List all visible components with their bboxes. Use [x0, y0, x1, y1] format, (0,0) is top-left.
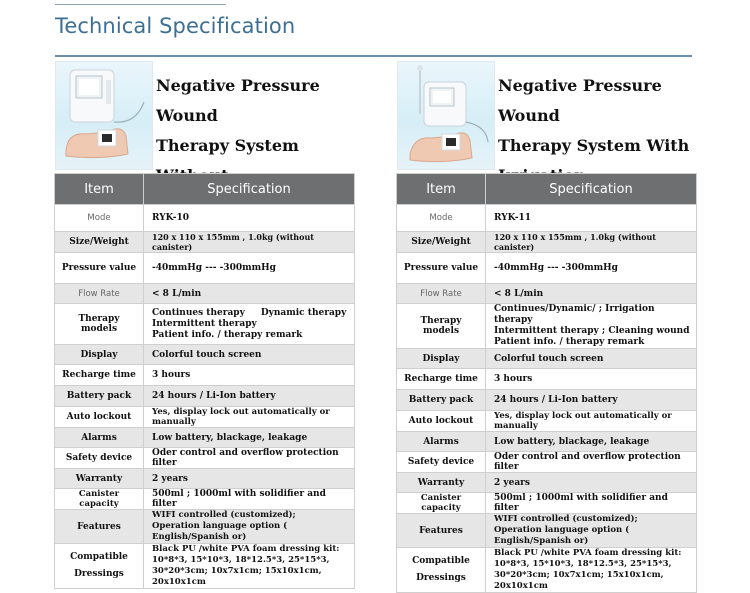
table-row: [55, 489, 355, 510]
feature-item: Operation language option ( English/Spanish or): [152, 521, 288, 542]
row-label: Pressure value: [55, 253, 144, 284]
row-value: [486, 514, 697, 548]
table-row: [397, 452, 697, 473]
product-title-line-2: Therapy System: [156, 136, 299, 155]
row-label: Canister capacity: [397, 493, 486, 514]
row-value: [144, 304, 355, 345]
table-header: [55, 174, 355, 205]
row-label: Safety device: [397, 452, 486, 473]
product-title-line-1: Negative Pressure Wound: [156, 76, 320, 125]
therapy-item: Patient info. / therapy remark: [494, 337, 645, 347]
row-label: Auto lockout: [55, 407, 144, 428]
table-row: [55, 205, 355, 232]
row-value: RYK-10: [144, 205, 355, 232]
row-label: Therapy models: [397, 304, 486, 349]
row-value: -40mmHg --- -300mmHg: [144, 253, 355, 284]
page-title: Technical Specification: [55, 14, 296, 38]
table-row: [397, 205, 697, 232]
table-row: [397, 304, 697, 349]
spec-table: [396, 173, 697, 593]
row-value: [144, 510, 355, 544]
table-row: [55, 253, 355, 284]
column-header-specification: Specification: [144, 174, 355, 205]
table-row: [55, 284, 355, 304]
row-label-line: Compatible: [412, 556, 470, 566]
row-value: 2 years: [486, 473, 697, 493]
row-label: Battery pack: [397, 390, 486, 411]
row-label: Flow Rate: [55, 284, 144, 304]
row-value: [486, 304, 697, 349]
row-label: Alarms: [397, 432, 486, 452]
row-label: Features: [397, 514, 486, 548]
therapy-item: Intermittent therapy: [152, 318, 257, 329]
table-row: [397, 411, 697, 432]
table-row: [55, 544, 355, 589]
row-label: Warranty: [397, 473, 486, 493]
dressing-line: Black PU /white PVA foam dressing kit:: [152, 544, 340, 554]
table-row: [397, 369, 697, 390]
row-value: Yes, display lock out automatically or manually: [486, 411, 697, 432]
row-label: Display: [55, 345, 144, 365]
row-label: Safety device: [55, 448, 144, 469]
row-label: Alarms: [55, 428, 144, 448]
row-label: [55, 544, 144, 589]
table-row: [55, 365, 355, 386]
row-value: 3 hours: [144, 365, 355, 386]
table-row: [55, 428, 355, 448]
row-label: Canister capacity: [55, 489, 144, 510]
row-value: 500ml ; 1000ml with solidifier and filter: [486, 493, 697, 514]
row-value: Colorful touch screen: [144, 345, 355, 365]
row-value: [486, 548, 697, 593]
row-value: -40mmHg --- -300mmHg: [486, 253, 697, 284]
row-label: Warranty: [55, 469, 144, 489]
row-label: Auto lockout: [397, 411, 486, 432]
top-rule: [55, 4, 226, 5]
feature-item: WIFI controlled (customized);: [152, 510, 296, 520]
table-row: [55, 469, 355, 489]
therapy-item: ; Irrigation therapy: [494, 304, 655, 325]
feature-item: Operation language option ( English/Spanish or): [494, 525, 630, 546]
row-value: 120 x 110 x 155mm , 1.0kg (without canister): [144, 232, 355, 253]
therapy-item: ; Cleaning wound: [601, 326, 690, 336]
therapy-item: Patient info. / therapy remark: [152, 329, 303, 340]
table-row: [397, 514, 697, 548]
therapy-item: Continues therapy: [152, 307, 245, 318]
product-title-line-2: Therapy System With: [498, 136, 690, 155]
table-row: [55, 386, 355, 407]
dressing-line: Black PU /white PVA foam dressing kit:: [494, 548, 682, 558]
row-label: Pressure value: [397, 253, 486, 284]
table-row: [397, 284, 697, 304]
row-value: < 8 L/min: [144, 284, 355, 304]
row-value: [144, 544, 355, 589]
row-value: RYK-11: [486, 205, 697, 232]
feature-item: WIFI controlled (customized);: [494, 514, 638, 524]
device-photo: [55, 61, 153, 170]
row-value: Low battery, blackage, leakage: [486, 432, 697, 452]
row-value: Low battery, blackage, leakage: [144, 428, 355, 448]
therapy-item: Dynamic therapy: [260, 307, 347, 318]
table-row: [397, 253, 697, 284]
table-row: [55, 232, 355, 253]
row-value: Oder control and overflow protection filter: [144, 448, 355, 469]
table-row: [397, 493, 697, 514]
row-value: 500ml ; 1000ml with solidifier and filter: [144, 489, 355, 510]
row-label: Size/Weight: [55, 232, 144, 253]
row-value: 24 hours / Li-Ion battery: [486, 390, 697, 411]
row-value: Colorful touch screen: [486, 349, 697, 369]
row-value: 2 years: [144, 469, 355, 489]
row-value: 24 hours / Li-Ion battery: [144, 386, 355, 407]
spec-table: [54, 173, 355, 589]
row-label: Recharge time: [397, 369, 486, 390]
table-row: [397, 548, 697, 593]
row-label: Mode: [397, 205, 486, 232]
column-header-item: Item: [397, 174, 486, 205]
table-row: [55, 448, 355, 469]
therapy-item: Continues/Dynamic/: [494, 304, 596, 314]
row-label: Therapy models: [55, 304, 144, 345]
row-label-line: Compatible: [70, 552, 128, 562]
column-header-specification: Specification: [486, 174, 697, 205]
row-value: 120 x 110 x 155mm , 1.0kg (without canister): [486, 232, 697, 253]
device-photo: [397, 61, 495, 170]
dressing-line: 30*20*3cm; 10x7x1cm; 15x10x1cm, 20x10x1cm: [152, 566, 322, 587]
dressing-line: 30*20*3cm; 10x7x1cm; 15x10x1cm, 20x10x1cm: [494, 570, 664, 591]
dressing-line: 10*8*3, 15*10*3, 18*12.5*3, 25*15*3,: [152, 555, 330, 565]
row-value: Yes, display lock out automatically or manually: [144, 407, 355, 428]
column-header-item: Item: [55, 174, 144, 205]
table-row: [55, 510, 355, 544]
table-row: [397, 232, 697, 253]
row-value: 3 hours: [486, 369, 697, 390]
table-row: [55, 345, 355, 365]
table-row: [397, 473, 697, 493]
row-label: Mode: [55, 205, 144, 232]
title-divider: [55, 55, 692, 57]
therapy-item: Intermittent therapy: [494, 326, 599, 336]
product-title-line-1: Negative Pressure Wound: [498, 76, 662, 125]
row-label: Features: [55, 510, 144, 544]
table-header: [397, 174, 697, 205]
table-row: [397, 349, 697, 369]
table-row: [397, 432, 697, 452]
row-label-line: Dressings: [416, 573, 466, 583]
table-row: [397, 390, 697, 411]
table-row: [55, 304, 355, 345]
row-label-line: Dressings: [74, 569, 124, 579]
row-label: Display: [397, 349, 486, 369]
row-label: Battery pack: [55, 386, 144, 407]
row-label: Flow Rate: [397, 284, 486, 304]
row-label: Size/Weight: [397, 232, 486, 253]
dressing-line: 10*8*3, 15*10*3, 18*12.5*3, 25*15*3,: [494, 559, 672, 569]
row-label: Recharge time: [55, 365, 144, 386]
row-label: [397, 548, 486, 593]
row-value: < 8 L/min: [486, 284, 697, 304]
table-row: [55, 407, 355, 428]
row-value: Oder control and overflow protection filter: [486, 452, 697, 473]
